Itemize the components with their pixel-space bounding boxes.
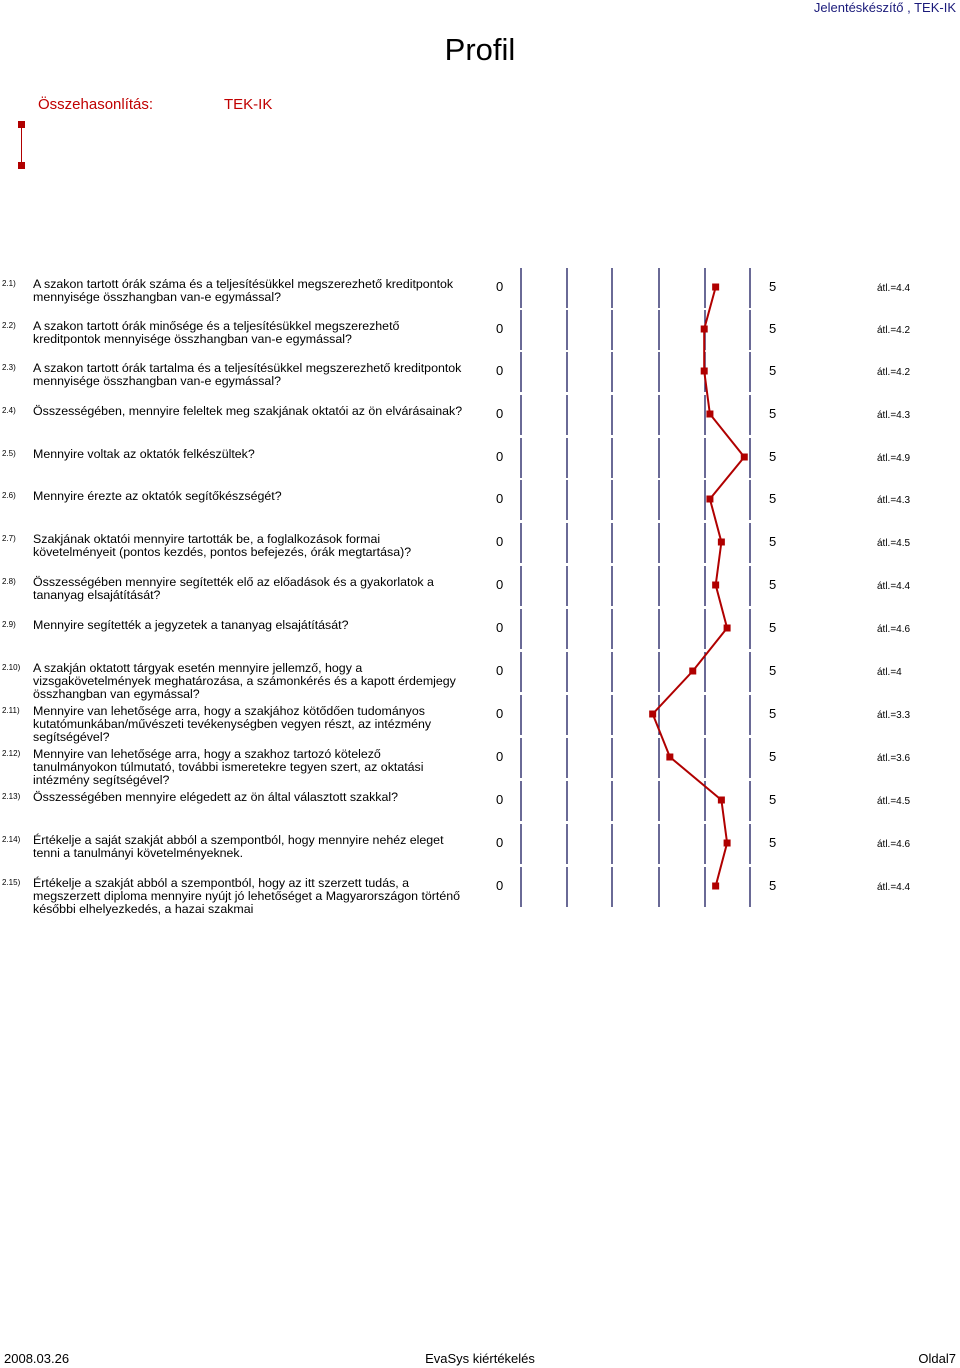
question-number: 2.1) bbox=[2, 279, 16, 288]
question-number: 2.7) bbox=[2, 534, 16, 543]
profile-point-11 bbox=[649, 711, 656, 718]
question-text: Szakjának oktatói mennyire tartották be, a foglalkozások formai követelményeit (pontos kezdés, pontos befejezés, órák megtartása)? bbox=[33, 532, 412, 559]
average-label: átl.=4.6 bbox=[877, 839, 911, 850]
average-label: átl.=4.2 bbox=[877, 367, 911, 378]
average-label: átl.=4.3 bbox=[877, 495, 911, 506]
average-label: átl.=4.5 bbox=[877, 796, 911, 807]
question-text: Mennyire érezte az oktatók segítőkészségét? bbox=[33, 489, 282, 503]
question-number: 2.10) bbox=[2, 663, 21, 672]
question-text: Összességében mennyire elégedett az ön által választott szakkal? bbox=[33, 790, 399, 804]
question-number: 2.2) bbox=[2, 321, 16, 330]
report-generator-label: Jelentéskészítő , TEK-IK bbox=[813, 0, 956, 15]
scale-max-label: 5 bbox=[769, 491, 777, 506]
average-label: átl.=4.4 bbox=[877, 283, 911, 294]
footer-page: Oldal7 bbox=[918, 1351, 956, 1366]
question-number: 2.4) bbox=[2, 406, 16, 415]
scale-max-label: 5 bbox=[769, 449, 777, 464]
question-text: Összességében, mennyire feleltek meg szakjának oktatói az ön elvárásainak? bbox=[33, 404, 463, 418]
question-number: 2.14) bbox=[2, 835, 21, 844]
average-label: átl.=4.2 bbox=[877, 325, 911, 336]
question-number: 2.12) bbox=[2, 749, 21, 758]
scale-min-label: 0 bbox=[496, 663, 504, 678]
page-title: Profil bbox=[444, 32, 516, 67]
question-number: 2.6) bbox=[2, 491, 16, 500]
question-text: A szakon tartott órák száma és a teljesítésükkel megszerezhető kreditpontok mennyisége összhangban van-e egymással? bbox=[33, 277, 454, 304]
profile-point-15 bbox=[712, 883, 719, 890]
scale-min-label: 0 bbox=[496, 706, 504, 721]
question-number: 2.15) bbox=[2, 878, 21, 887]
profile-point-12 bbox=[666, 754, 673, 761]
question-text: A szakon tartott órák minősége és a teljesítésükkel megszerezhető kreditpontok mennyisége összhangban van-e egymással? bbox=[33, 319, 400, 346]
question-number: 2.11) bbox=[2, 706, 20, 715]
scale-max-label: 5 bbox=[769, 878, 777, 893]
average-label: átl.=4.9 bbox=[877, 453, 911, 464]
profile-point-10 bbox=[689, 668, 696, 675]
scale-min-label: 0 bbox=[496, 363, 504, 378]
question-text: Összességében mennyire segítették elő az előadások és a gyakorlatok a tananyag elsajátítását? bbox=[33, 575, 434, 602]
scale-min-label: 0 bbox=[496, 620, 504, 635]
comparison-label: Összehasonlítás: bbox=[38, 96, 154, 113]
question-number: 2.5) bbox=[2, 449, 16, 458]
scale-min-label: 0 bbox=[496, 406, 504, 421]
profile-point-13 bbox=[718, 797, 725, 804]
average-label: átl.=4.6 bbox=[877, 624, 911, 635]
scale-max-label: 5 bbox=[769, 406, 777, 421]
scale-max-label: 5 bbox=[769, 835, 777, 850]
profile-point-1 bbox=[712, 284, 719, 291]
question-text: A szakján oktatott tárgyak esetén mennyire jellemző, hogy a vizsgakövetelmények meghatározása, a számonkérés és a kapott érdemjegy összhangban van egymással? bbox=[33, 661, 456, 701]
scale-min-label: 0 bbox=[496, 321, 504, 336]
profile-point-3 bbox=[701, 368, 708, 375]
question-text: Mennyire van lehetősége arra, hogy a szakhoz tartozó kötelező tanulmányokon túlmutató, további ismeretekre tegyen szert, az oktatási intézmény segítségével? bbox=[33, 747, 424, 787]
scale-min-label: 0 bbox=[496, 491, 504, 506]
question-text: Mennyire segítették a jegyzetek a tananyag elsajátítását? bbox=[33, 618, 349, 632]
question-text: Értékelje a saját szakját abból a szempontból, hogy mennyire nehéz eleget tenni a tanulmányi követelményeknek. bbox=[33, 833, 444, 860]
average-label: átl.=4.5 bbox=[877, 538, 911, 549]
scale-min-label: 0 bbox=[496, 792, 504, 807]
comparison-value: TEK-IK bbox=[224, 96, 273, 113]
scale-max-label: 5 bbox=[769, 663, 777, 678]
scale-max-label: 5 bbox=[769, 279, 777, 294]
scale-min-label: 0 bbox=[496, 449, 504, 464]
profile-point-5 bbox=[741, 454, 748, 461]
question-number: 2.3) bbox=[2, 363, 16, 372]
profile-line bbox=[653, 287, 745, 886]
average-label: átl.=4.4 bbox=[877, 882, 911, 893]
scale-max-label: 5 bbox=[769, 577, 777, 592]
scale-min-label: 0 bbox=[496, 835, 504, 850]
average-label: átl.=4 bbox=[877, 667, 902, 678]
average-label: átl.=3.6 bbox=[877, 753, 911, 764]
question-text: A szakon tartott órák tartalma és a teljesítésükkel megszerezhető kreditpontok mennyisége összhangban van-e egymással? bbox=[33, 361, 462, 388]
profile-point-9 bbox=[724, 625, 731, 632]
scale-max-label: 5 bbox=[769, 363, 777, 378]
scale-min-label: 0 bbox=[496, 878, 504, 893]
scale-max-label: 5 bbox=[769, 534, 777, 549]
profile-point-2 bbox=[701, 326, 708, 333]
question-text: Mennyire van lehetősége arra, hogy a szakjához kötődően tudományos kutatómunkában/művészeti tevékenységben vegyen részt, az intézmény segítségével? bbox=[33, 704, 432, 744]
average-label: átl.=3.3 bbox=[877, 710, 911, 721]
scale-min-label: 0 bbox=[496, 534, 504, 549]
average-label: átl.=4.4 bbox=[877, 581, 911, 592]
question-number: 2.13) bbox=[2, 792, 21, 801]
average-label: átl.=4.3 bbox=[877, 410, 911, 421]
profile-point-6 bbox=[706, 496, 713, 503]
scale-min-label: 0 bbox=[496, 749, 504, 764]
footer-date: 2008.03.26 bbox=[4, 1351, 70, 1366]
question-number: 2.9) bbox=[2, 620, 16, 629]
scale-max-label: 5 bbox=[769, 749, 777, 764]
scale-min-label: 0 bbox=[496, 577, 504, 592]
question-number: 2.8) bbox=[2, 577, 16, 586]
footer-product: EvaSys kiértékelés bbox=[425, 1351, 535, 1366]
profile-point-8 bbox=[712, 582, 719, 589]
profile-point-7 bbox=[718, 539, 725, 546]
scale-max-label: 5 bbox=[769, 321, 777, 336]
profile-point-14 bbox=[724, 840, 731, 847]
question-text: Értékelje a szakját abból a szempontból, hogy az itt szerzett tudás, a megszerzett diploma mennyire nyújt jó lehetőséget a Magyarországon történő későbbi elhelyezkedés, a hazai szakmai bbox=[33, 876, 461, 916]
profile-point-4 bbox=[706, 411, 713, 418]
scale-max-label: 5 bbox=[769, 706, 777, 721]
scale-min-label: 0 bbox=[496, 279, 504, 294]
scale-max-label: 5 bbox=[769, 620, 777, 635]
scale-max-label: 5 bbox=[769, 792, 777, 807]
question-text: Mennyire voltak az oktatók felkészültek? bbox=[33, 447, 255, 461]
